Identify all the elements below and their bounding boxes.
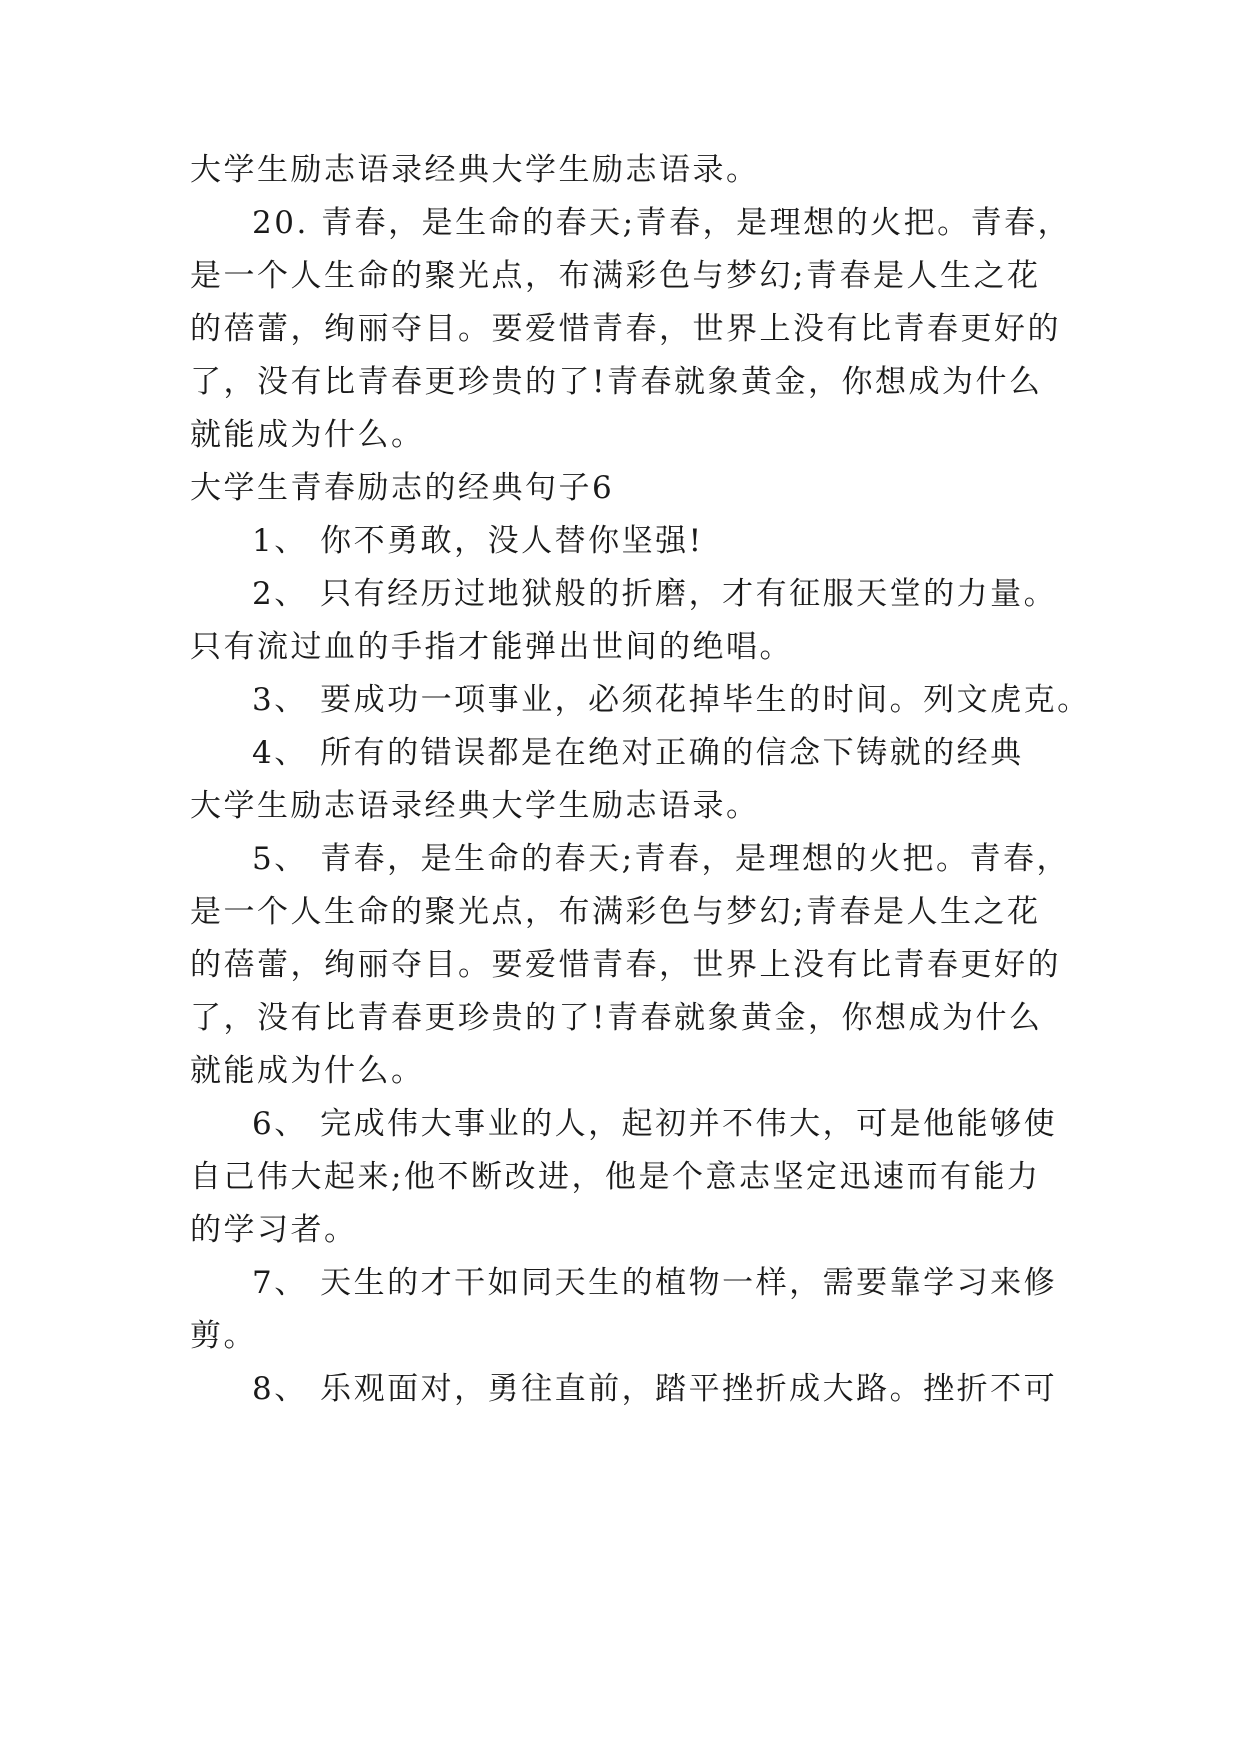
text-line: 就能成为什么。 xyxy=(190,1053,425,1089)
section-heading: 大学生青春励志的经典句子6 xyxy=(190,470,615,506)
text-line: 是一个人生命的聚光点，布满彩色与梦幻;青春是人生之花 xyxy=(190,894,1041,930)
text-line: 只有流过血的手指才能弹出世间的绝唱。 xyxy=(190,629,793,665)
text-line: 是一个人生命的聚光点，布满彩色与梦幻;青春是人生之花 xyxy=(190,258,1041,294)
text-line: 的蓓蕾，绚丽夺目。要爱惜青春，世界上没有比青春更好的 xyxy=(190,947,1061,983)
text-line: 6、 完成伟大事业的人，起初并不伟大，可是他能够使 xyxy=(252,1106,1058,1142)
text-line: 剪。 xyxy=(190,1318,257,1354)
text-line: 了，没有比青春更珍贵的了!青春就象黄金，你想成为什么 xyxy=(190,1000,1043,1036)
text-line: 2、 只有经历过地狱般的折磨，才有征服天堂的力量。 xyxy=(252,576,1058,612)
text-line: 自己伟大起来;他不断改进，他是个意志坚定迅速而有能力 xyxy=(190,1159,1041,1195)
text-line: 5、 青春，是生命的春天;青春，是理想的火把。青春， xyxy=(252,841,1071,877)
text-line: 大学生励志语录经典大学生励志语录。 xyxy=(190,788,760,824)
text-line: 的蓓蕾，绚丽夺目。要爱惜青春，世界上没有比青春更好的 xyxy=(190,311,1061,347)
text-line: 7、 天生的才干如同天生的植物一样，需要靠学习来修 xyxy=(252,1265,1058,1301)
text-line: 8、 乐观面对，勇往直前，踏平挫折成大路。挫折不可 xyxy=(252,1371,1058,1407)
text-line: 就能成为什么。 xyxy=(190,417,425,453)
text-line: 了，没有比青春更珍贵的了!青春就象黄金，你想成为什么 xyxy=(190,364,1043,400)
text-line: 4、 所有的错误都是在绝对正确的信念下铸就的经典 xyxy=(252,735,1024,771)
text-line: 1、 你不勇敢，没人替你坚强! xyxy=(252,523,704,559)
text-line: 3、 要成功一项事业，必须花掉毕生的时间。列文虎克。 xyxy=(252,682,1091,718)
text-line: 的学习者。 xyxy=(190,1212,358,1248)
text-line: 大学生励志语录经典大学生励志语录。 xyxy=(190,152,760,188)
text-line: 20. 青春，是生命的春天;青春，是理想的火把。青春， xyxy=(252,205,1072,241)
